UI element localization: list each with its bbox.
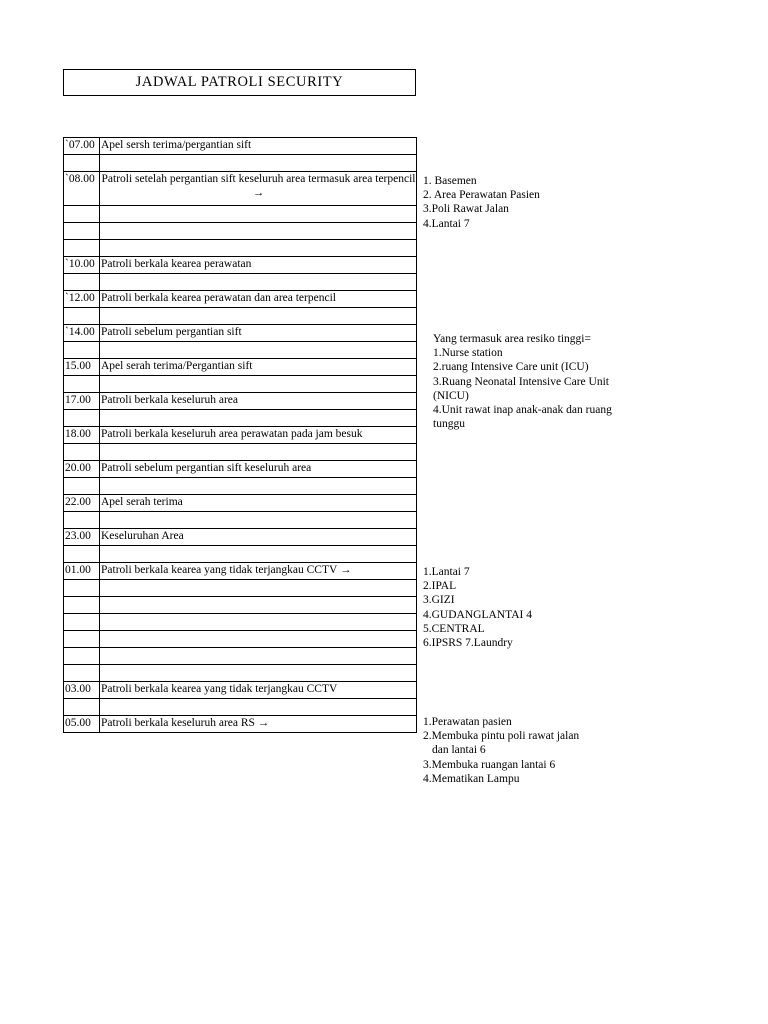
schedule-time: `07.00 [64, 138, 100, 155]
schedule-row [64, 223, 417, 240]
note-line: 1. Basemen [423, 175, 477, 187]
schedule-time [64, 274, 100, 291]
schedule-row [64, 308, 417, 325]
note-line: 3.Ruang Neonatal Intensive Care Unit [433, 375, 609, 388]
schedule-time: 23.00 [64, 529, 100, 546]
schedule-time [64, 665, 100, 682]
note-line: 1.Lantai 7 [423, 566, 470, 578]
patrol-schedule-table [63, 137, 417, 733]
schedule-row [64, 580, 417, 597]
note-line: 3.GIZI [423, 594, 455, 607]
schedule-activity [100, 240, 417, 257]
schedule-activity: Patroli berkala kearea yang tidak terjangkau CCTV → [100, 563, 417, 580]
schedule-row [64, 376, 417, 393]
schedule-activity: Patroli berkala keseluruh area [100, 393, 417, 410]
note-line: 5.CENTRAL [423, 622, 485, 635]
schedule-activity [100, 665, 417, 682]
schedule-row [64, 240, 417, 257]
schedule-activity [100, 631, 417, 648]
schedule-activity [100, 597, 417, 614]
schedule-row [64, 495, 417, 512]
schedule-time [64, 342, 100, 359]
schedule-activity: Apel serah terima [100, 495, 417, 512]
schedule-time [64, 478, 100, 495]
schedule-activity [100, 580, 417, 597]
schedule-row [64, 359, 417, 376]
note-areas-0100 [423, 565, 532, 650]
schedule-activity [100, 614, 417, 631]
schedule-activity: Patroli berkala kearea perawatan dan area terpencil [100, 291, 417, 308]
schedule-time [64, 580, 100, 597]
schedule-time: 17.00 [64, 393, 100, 410]
schedule-time [64, 410, 100, 427]
schedule-time [64, 223, 100, 240]
note-line: 3.Poli Rawat Jalan [423, 203, 509, 216]
schedule-activity [100, 699, 417, 716]
schedule-row [64, 546, 417, 563]
schedule-time [64, 308, 100, 325]
schedule-time: 20.00 [64, 461, 100, 478]
schedule-row [64, 648, 417, 665]
schedule-time [64, 444, 100, 461]
schedule-row [64, 699, 417, 716]
schedule-activity: Patroli berkala kearea yang tidak terjangkau CCTV [100, 682, 417, 699]
schedule-time [64, 155, 100, 172]
schedule-activity [100, 308, 417, 325]
schedule-activity [100, 376, 417, 393]
schedule-row [64, 155, 417, 172]
schedule-activity [100, 155, 417, 172]
schedule-time [64, 512, 100, 529]
schedule-activity [100, 444, 417, 461]
schedule-time [64, 614, 100, 631]
schedule-activity [100, 546, 417, 563]
schedule-activity: Patroli berkala keseluruh area perawatan pada jam besuk [100, 427, 417, 444]
document-title: JADWAL PATROLI SECURITY [63, 69, 416, 96]
schedule-row [64, 597, 417, 614]
schedule-time: `10.00 [64, 257, 100, 274]
schedule-time: `12.00 [64, 291, 100, 308]
note-areas-0800 [423, 174, 540, 231]
schedule-row [64, 291, 417, 308]
schedule-row [64, 342, 417, 359]
note-high-risk-areas [433, 332, 612, 431]
schedule-row [64, 206, 417, 223]
schedule-time: 18.00 [64, 427, 100, 444]
schedule-time [64, 546, 100, 563]
schedule-row [64, 274, 417, 291]
schedule-row [64, 478, 417, 495]
schedule-time [64, 699, 100, 716]
schedule-row [64, 461, 417, 478]
schedule-row [64, 529, 417, 546]
note-line: 6.IPSRS 7.Laundry [423, 637, 513, 650]
schedule-row [64, 682, 417, 699]
schedule-activity: Patroli sebelum pergantian sift keseluruh area [100, 461, 417, 478]
note-line: 2. Area Perawatan Pasien [423, 189, 540, 202]
schedule-time: 15.00 [64, 359, 100, 376]
schedule-time: 03.00 [64, 682, 100, 699]
schedule-activity: Apel serah terima/Pergantian sift [100, 359, 417, 376]
schedule-time [64, 597, 100, 614]
schedule-time: 01.00 [64, 563, 100, 580]
schedule-time [64, 240, 100, 257]
schedule-time [64, 206, 100, 223]
schedule-activity: Keseluruhan Area [100, 529, 417, 546]
schedule-row [64, 512, 417, 529]
schedule-row [64, 631, 417, 648]
schedule-row [64, 716, 417, 733]
schedule-row [64, 138, 417, 155]
note-line: 4.Mematikan Lampu [423, 772, 520, 785]
schedule-activity [100, 648, 417, 665]
schedule-activity: Apel sersh terima/pergantian sift [100, 138, 417, 155]
schedule-row [64, 563, 417, 580]
schedule-time [64, 631, 100, 648]
schedule-row [64, 665, 417, 682]
schedule-activity: Patroli berkala kearea perawatan [100, 257, 417, 274]
schedule-activity [100, 206, 417, 223]
schedule-time: `14.00 [64, 325, 100, 342]
note-line: 1.Perawatan pasien [423, 716, 512, 728]
schedule-activity: Patroli setelah pergantian sift keseluruh area termasuk area terpencil → [100, 172, 417, 206]
note-areas-0500 [423, 715, 579, 786]
schedule-activity [100, 478, 417, 495]
note-line: 2.ruang Intensive Care unit (ICU) [433, 361, 589, 374]
schedule-activity [100, 512, 417, 529]
schedule-row [64, 614, 417, 631]
schedule-row [64, 393, 417, 410]
note-line: Yang termasuk area resiko tinggi= [433, 333, 591, 345]
schedule-row [64, 427, 417, 444]
schedule-row [64, 444, 417, 461]
note-line: 4.Unit rawat inap anak-anak dan ruang [433, 404, 612, 417]
schedule-time: 05.00 [64, 716, 100, 733]
note-line: (NICU) [433, 389, 469, 402]
schedule-activity [100, 223, 417, 240]
note-line: 1.Nurse station [433, 347, 503, 360]
schedule-activity: Patroli berkala keseluruh area RS → [100, 716, 417, 733]
note-line: 4.GUDANGLANTAI 4 [423, 608, 532, 621]
schedule-activity: Patroli sebelum pergantian sift [100, 325, 417, 342]
note-line: dan lantai 6 [432, 744, 486, 757]
schedule-activity [100, 342, 417, 359]
schedule-time [64, 648, 100, 665]
schedule-row [64, 410, 417, 427]
schedule-time: 22.00 [64, 495, 100, 512]
schedule-activity [100, 274, 417, 291]
schedule-activity [100, 410, 417, 427]
note-line: 3.Membuka ruangan lantai 6 [423, 758, 556, 771]
schedule-row [64, 257, 417, 274]
note-line: 2.IPAL [423, 580, 457, 593]
schedule-row [64, 325, 417, 342]
schedule-time [64, 376, 100, 393]
note-line: 4.Lantai 7 [423, 217, 470, 230]
schedule-row [64, 172, 417, 206]
schedule-time: `08.00 [64, 172, 100, 206]
note-line: 2.Membuka pintu poli rawat jalan [423, 730, 580, 743]
note-line: tunggu [433, 418, 465, 431]
